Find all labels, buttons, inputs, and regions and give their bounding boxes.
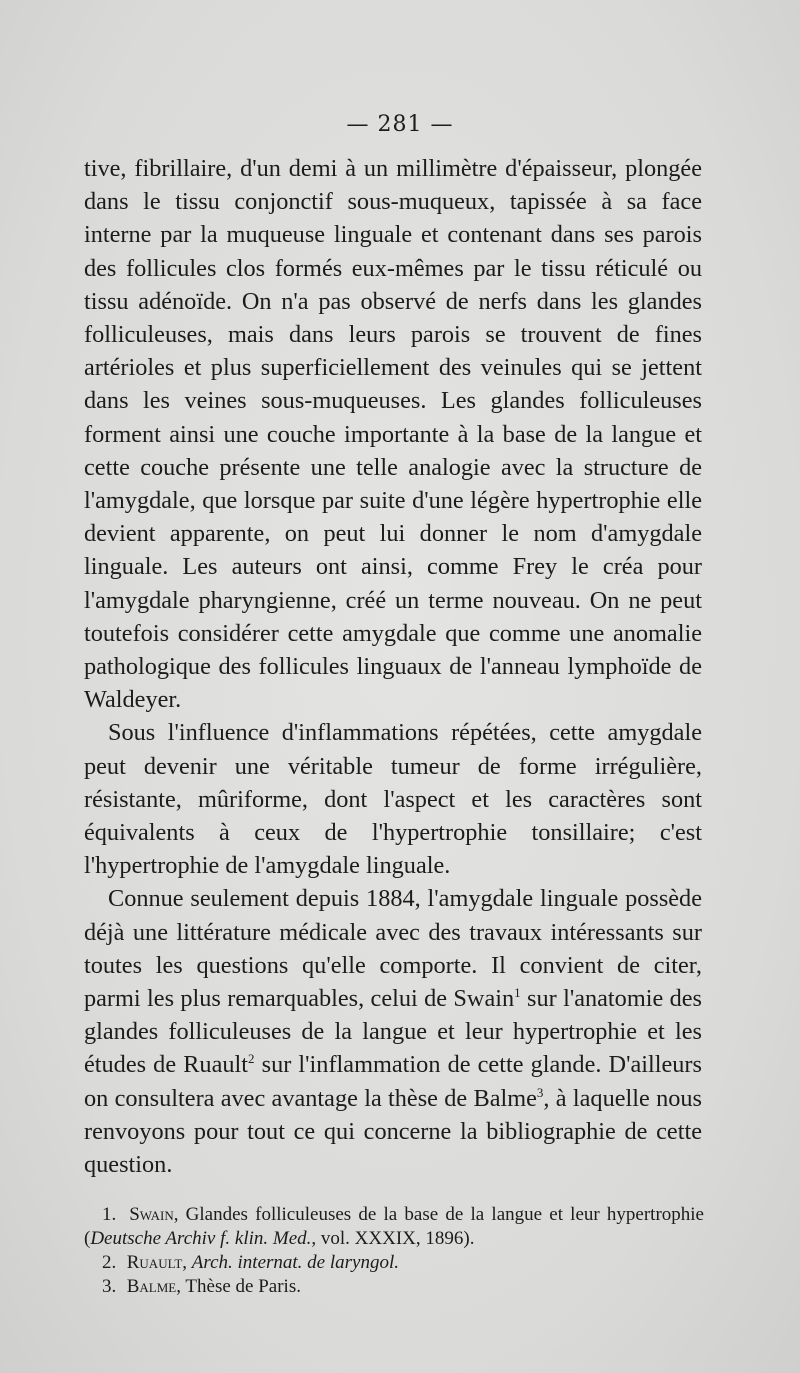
- page-number: — 281 —: [346, 112, 454, 137]
- footnote-author: Ruault,: [126, 1252, 188, 1273]
- paragraph-3: [84, 882, 702, 1181]
- footnote-text: Glandes folliculeuses de la base de la langue et leur hypertrophie (: [84, 1204, 704, 1249]
- footnote-text: Thèse de Paris.: [181, 1276, 301, 1297]
- footnote-ref-2[interactable]: 2: [248, 1051, 255, 1067]
- footnote-rest: , vol. XXXIX, 1896).: [311, 1228, 475, 1249]
- footnote-2: [84, 1251, 704, 1275]
- footnote-1: [84, 1203, 704, 1251]
- footnote-number: 2.: [102, 1252, 117, 1273]
- footnote-number: 3.: [102, 1276, 117, 1297]
- paragraph-3-part-2: sur l'anatomie des glandes folliculeuses de la langue et leur hypertrophie et les études de Ruault: [84, 985, 702, 1079]
- paragraph-2: Sous l'influence d'inflammations répétées, cette amygdale peut devenir une véritable tumeur de forme irrégulière, résistante, mûriforme, dont l'aspect et les caractères sont équivalents à ceux de l'hypertrophie tonsillaire; c'est l'hypertrophie de l'amygdale linguale.: [84, 719, 702, 880]
- footnote-journal: Arch. internat. de laryngol.: [191, 1252, 399, 1273]
- footnote-3: [84, 1275, 704, 1299]
- paragraph-3-part-4: , à laquelle nous renvoyons pour tout ce qui concerne la bibliographie de cette question.: [84, 1084, 702, 1179]
- footnote-ref-3[interactable]: 3: [536, 1084, 544, 1100]
- paragraph-1: tive, fibrillaire, d'un demi à un millimètre d'épaisseur, plongée dans le tissu conjonctif sous-muqueux, tapissée à sa face interne par la muqueuse linguale et contenant dans ses parois des follicules clos formés eux-mêmes par le tissu réticulé ou tissu adénoïde. On n'a pas observé de nerfs dans les glandes folliculeuses, mais dans leurs parois se trouvent de fines artérioles et plus superficiellement des veinules qui se jettent dans les veines sous-muqueuses. Les glandes folliculeuses forment ainsi une couche importante à la base de la langue et cette couche présente une telle analogie avec la structure de l'amygdale, que lorsque par suite d'une légère hypertrophie elle devient apparente, on peut lui donner le nom d'amygdale linguale. Les auteurs ont ainsi, comme Frey le créa pour l'amygdale pharyngienne, créé un terme nouveau. On ne peut toutefois considérer cette amygdale que comme une anomalie pathologique des follicules linguaux de l'anneau lymphoïde de Waldeyer.: [84, 155, 702, 714]
- footnote-author: Swain,: [129, 1204, 179, 1225]
- footnote-journal: Deutsche Archiv f. klin. Med.: [90, 1228, 312, 1249]
- footnote-number: 1.: [102, 1204, 117, 1225]
- main-text: [84, 152, 702, 1181]
- paragraph-3-part-3: sur l'inflammation de cette glande. D'ailleurs on consultera avec avantage la thèse de Balme: [84, 1051, 702, 1112]
- footnote-author: Balme,: [126, 1276, 182, 1297]
- footnote-ref-1[interactable]: 1: [514, 984, 521, 1000]
- footnotes: [84, 1203, 704, 1299]
- paragraph-3-part-1: Connue seulement depuis 1884, l'amygdale linguale possède déjà une littérature médicale avec des travaux intéressants sur toutes les questions qu'elle comporte. Il convient de citer, parmi les plus remarquables, celui de Swain: [84, 885, 702, 1013]
